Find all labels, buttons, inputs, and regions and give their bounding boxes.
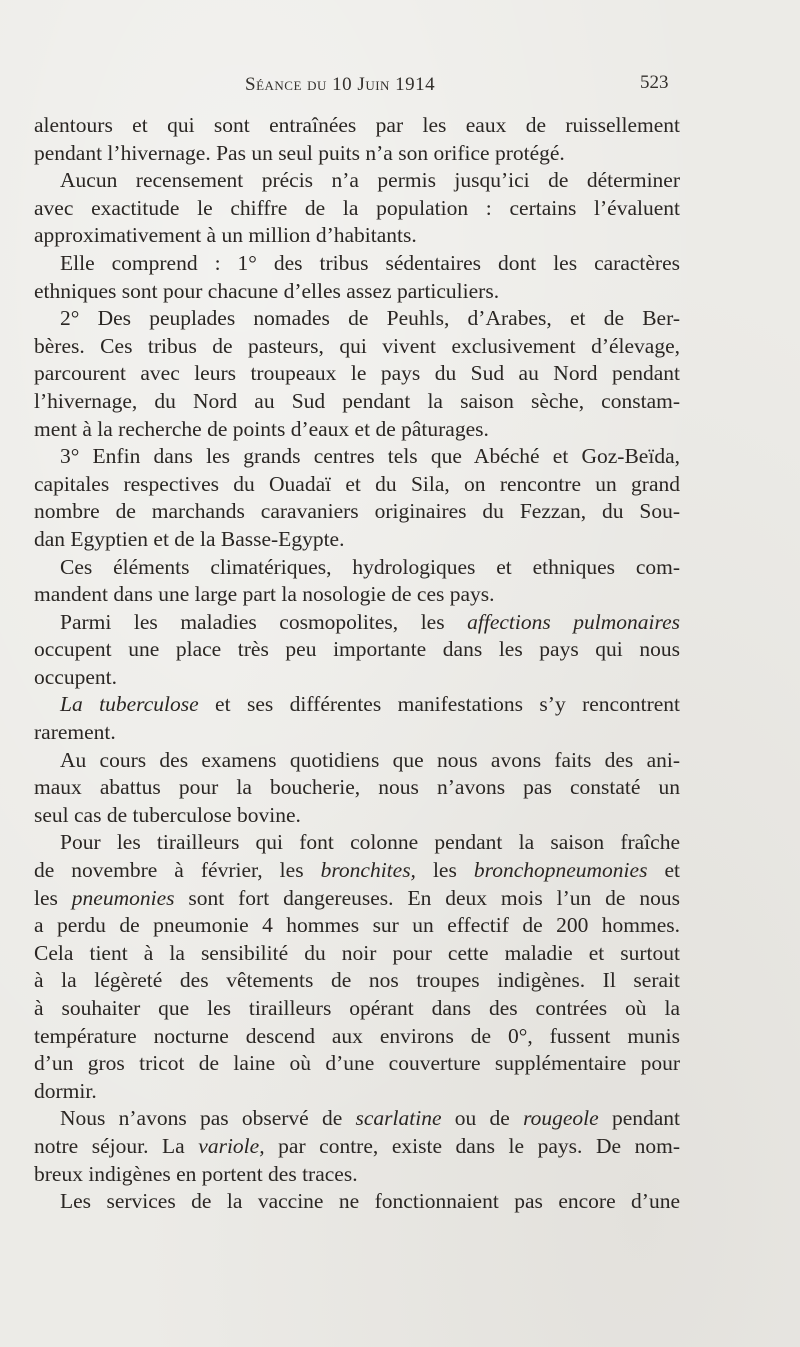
- italic-term: rougeole: [523, 1106, 599, 1131]
- text-line: bères. Ces tribus de pasteurs, qui vivent exclusivement d’élevage,: [34, 333, 680, 358]
- text-line: capitales respectives du Ouadaï et du Sila, on rencontre un grand: [34, 471, 680, 496]
- text-line: occupent.: [34, 664, 117, 689]
- text-line: les pneumonies sont fort dangereuses. En deux mois l’un de nous: [34, 885, 680, 910]
- text-line: breux indigènes en portent des traces.: [34, 1161, 358, 1186]
- text-line: Cela tient à la sensibilité du noir pour cette maladie et surtout: [34, 940, 680, 965]
- text-line: dormir.: [34, 1078, 97, 1103]
- text-line: alentours et qui sont entraînées par les eaux de ruissellement: [34, 113, 680, 137]
- text-line: Ces éléments climatériques, hydrologiques et ethniques com-: [60, 554, 680, 579]
- text-line: a perdu de pneumonie 4 hommes sur un effectif de 200 hommes.: [34, 913, 680, 938]
- text-line: mandent dans une large part la nosologie de ces pays.: [34, 582, 495, 607]
- italic-term: La tuberculose: [60, 692, 199, 717]
- text-line: Elle comprend : 1° des tribus sédentaires dont les caractères: [60, 250, 680, 275]
- text-line: dan Egyptien et de la Basse-Egypte.: [34, 526, 345, 551]
- page-number: 523: [640, 72, 669, 93]
- running-head: [0, 74, 800, 104]
- italic-term: pneumonies: [71, 885, 175, 910]
- text-line: température nocturne descend aux environs de 0°, fussent munis: [34, 1023, 680, 1048]
- running-head-title: Séance du 10 Juin 1914: [245, 74, 436, 95]
- text-line: Au cours des examens quotidiens que nous avons faits des ani-: [60, 747, 680, 772]
- text-line: pendant l’hivernage. Pas un seul puits n’a son orifice protégé.: [34, 140, 565, 165]
- italic-term: scarlatine: [355, 1106, 442, 1131]
- text-line: nombre de marchands caravaniers originaires du Fezzan, du Sou-: [34, 499, 680, 524]
- text-line: ment à la recherche de points d’eaux et de pâturages.: [34, 416, 489, 441]
- italic-term: affections pulmonaires: [467, 609, 680, 634]
- body-text: [34, 112, 680, 1216]
- italic-term: variole,: [198, 1133, 265, 1158]
- text-line: Aucun recensement précis n’a permis jusqu’ici de déterminer: [60, 168, 680, 193]
- text-line: avec exactitude le chiffre de la population : certains l’évaluent: [34, 195, 680, 220]
- text-line: Les services de la vaccine ne fonctionnaient pas encore d’une: [60, 1189, 680, 1214]
- text-line: Pour les tirailleurs qui font colonne pendant la saison fraîche: [60, 830, 680, 855]
- text-line: Parmi les maladies cosmopolites, les affections pulmonaires: [60, 609, 680, 634]
- text-line: seul cas de tuberculose bovine.: [34, 802, 301, 827]
- text-line: l’hivernage, du Nord au Sud pendant la saison sèche, constam-: [34, 388, 680, 413]
- text-line: à souhaiter que les tirailleurs opérant dans des contrées où la: [34, 996, 680, 1020]
- text-line: à la légèreté des vêtements de nos troupes indigènes. Il serait: [34, 968, 680, 993]
- text-line: de novembre à février, les bronchites, les bronchopneumonies et: [34, 858, 680, 883]
- italic-term: bronchopneumonies: [473, 858, 648, 883]
- text-line: Nous n’avons pas observé de scarlatine ou de rougeole pendant: [60, 1106, 681, 1131]
- text-line: parcourent avec leurs troupeaux le pays du Sud au Nord pendant: [34, 361, 680, 386]
- text-line: La tuberculose et ses différentes manifestations s’y rencontrent: [60, 692, 681, 717]
- text-line: 2° Des peuplades nomades de Peuhls, d’Arabes, et de Ber-: [60, 306, 680, 331]
- text-line: d’un gros tricot de laine où d’une couverture supplémentaire pour: [34, 1051, 680, 1076]
- text-line: notre séjour. La variole, par contre, existe dans le pays. De nom-: [34, 1133, 680, 1158]
- text-line: maux abattus pour la boucherie, nous n’avons pas constaté un: [34, 775, 680, 800]
- text-line: approximativement à un million d’habitants.: [34, 223, 417, 248]
- text-line: 3° Enfin dans les grands centres tels que Abéché et Goz-Beïda,: [60, 444, 680, 469]
- text-line: ethniques sont pour chacune d’elles assez particuliers.: [34, 278, 500, 303]
- text-line: occupent une place très peu importante dans les pays qui nous: [34, 637, 680, 662]
- text-line: rarement.: [34, 720, 116, 745]
- italic-term: bronchites,: [320, 858, 416, 883]
